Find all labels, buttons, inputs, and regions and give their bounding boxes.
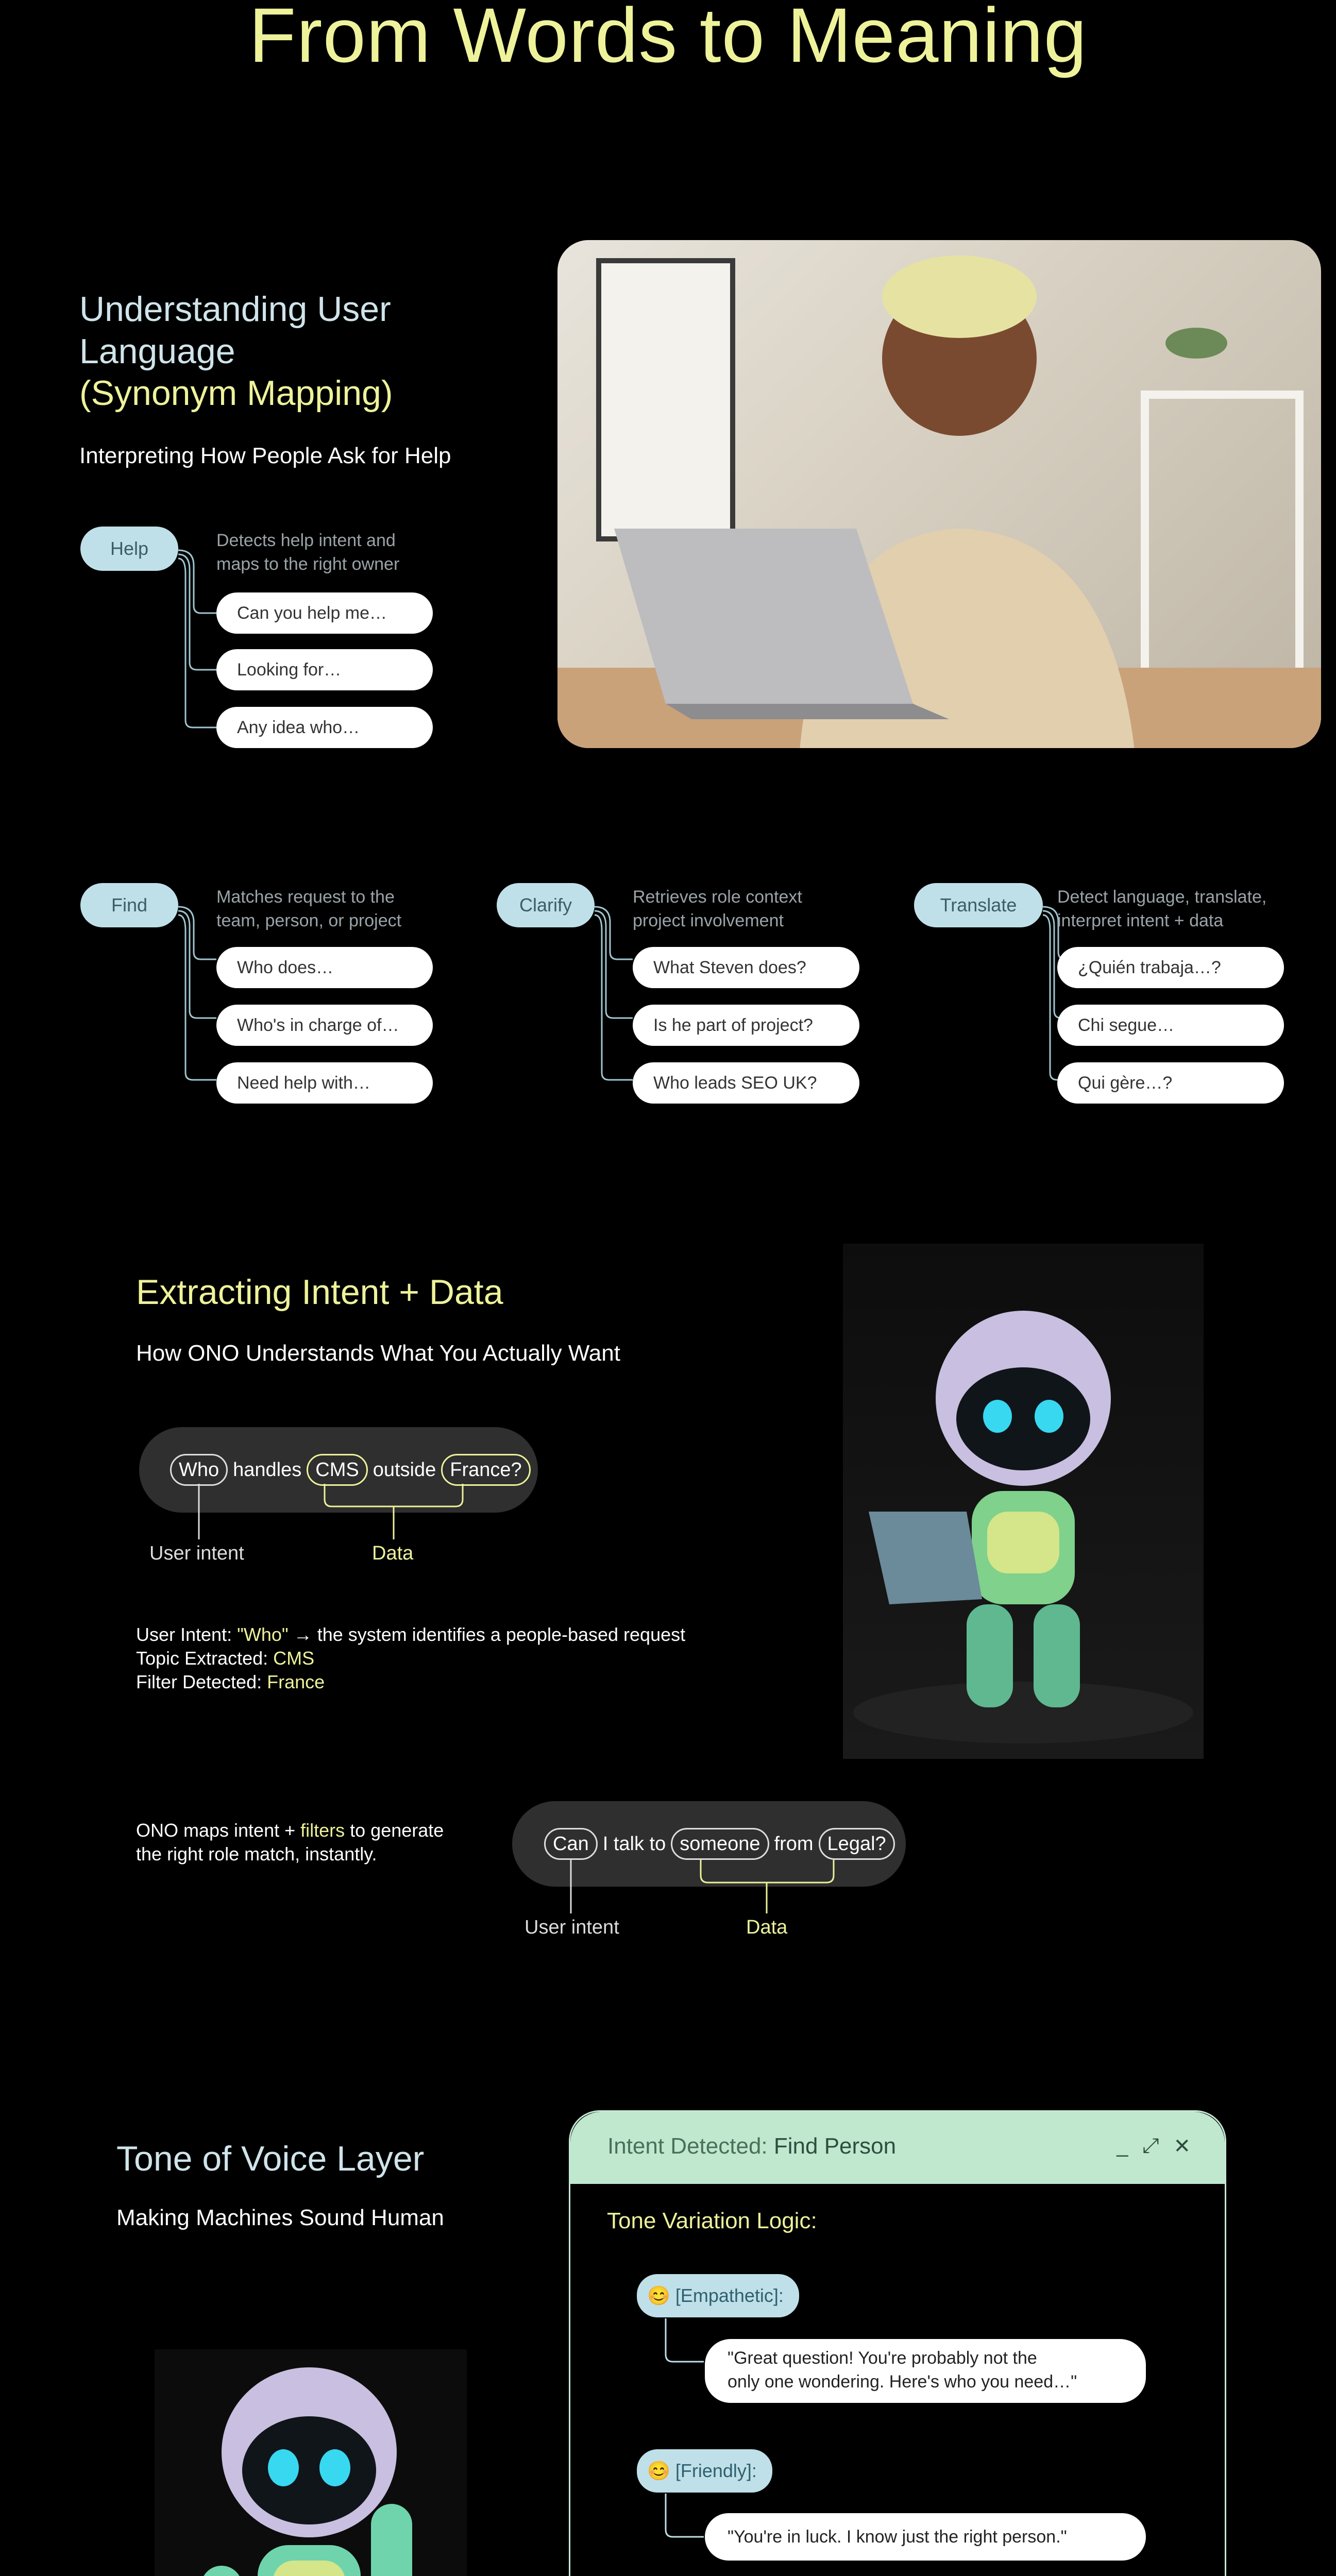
example2-connectors	[0, 1850, 979, 1937]
minimize-icon[interactable]: _	[1117, 2134, 1128, 2157]
clarify-item: Who leads SEO UK?	[633, 1062, 859, 1104]
response-line: only one wondering. Here's who you need…"	[728, 2372, 1077, 2392]
clarify-description	[633, 885, 921, 933]
section3-heading: Tone of Voice Layer	[116, 2139, 425, 2178]
word: outside	[373, 1459, 436, 1481]
heading-line: Language	[79, 331, 235, 371]
clarify-key: Clarify	[497, 883, 595, 927]
word: I talk to	[602, 1833, 666, 1855]
word: from	[774, 1833, 814, 1855]
section2-heading: Extracting Intent + Data	[136, 1273, 503, 1312]
tone-tag-empathetic	[637, 2274, 799, 2317]
clarify-item: What Steven does?	[633, 947, 859, 988]
help-item: Any idea who…	[216, 707, 433, 748]
data-word: CMS	[307, 1454, 367, 1486]
help-item: Can you help me…	[216, 592, 433, 634]
section3-subheading: Making Machines Sound Human	[116, 2205, 444, 2230]
intent-word: Can	[544, 1828, 598, 1860]
data-word: someone	[671, 1828, 769, 1860]
photo-illustration	[557, 240, 1321, 748]
text: ONO maps intent +	[136, 1820, 301, 1841]
section2-subheading: How ONO Understands What You Actually Want	[136, 1341, 620, 1366]
desc-line: Detect language, translate,	[1057, 887, 1267, 907]
translate-item: ¿Quién trabaja…?	[1057, 947, 1284, 988]
tone-label: [Friendly]:	[675, 2460, 757, 2481]
close-icon[interactable]: ✕	[1173, 2135, 1191, 2158]
highlight: France	[267, 1671, 325, 1692]
heading-line: Understanding User	[79, 290, 391, 329]
translate-item: Qui gère…?	[1057, 1062, 1284, 1104]
highlight: CMS	[273, 1648, 315, 1669]
example2-data-label: Data	[746, 1917, 788, 1938]
find-item: Who does…	[216, 947, 433, 988]
example1-data-label: Data	[372, 1543, 414, 1564]
page-title: From Words to Meaning	[248, 0, 1088, 78]
text: User Intent:	[136, 1624, 238, 1645]
window-controls	[1117, 2134, 1191, 2158]
translate-key: Translate	[914, 883, 1043, 927]
maps-line: the right role match, instantly.	[136, 1843, 377, 1865]
highlight: filters	[300, 1820, 345, 1841]
translate-item: Chi segue…	[1057, 1005, 1284, 1046]
text: Filter Detected:	[136, 1671, 267, 1692]
section1-subheading: Interpreting How People Ask for Help	[79, 443, 451, 468]
explain-line	[136, 1647, 685, 1670]
word: handles	[233, 1459, 302, 1481]
tone-response-empathetic	[705, 2339, 1146, 2403]
explain-line	[136, 1623, 685, 1647]
desc-line: maps to the right owner	[216, 554, 400, 574]
tone-label: [Empathetic]:	[675, 2285, 784, 2306]
expand-icon[interactable]: ⤢	[1142, 2134, 1159, 2157]
maps-line	[136, 1819, 444, 1842]
intent-word: Who	[170, 1454, 228, 1486]
panel-header	[570, 2112, 1225, 2184]
find-item: Need help with…	[216, 1062, 433, 1104]
text: Intent Detected:	[607, 2133, 774, 2159]
example2-intent-label: User intent	[525, 1917, 619, 1938]
clarify-item: Is he part of project?	[633, 1005, 859, 1046]
intent-explanation	[136, 1623, 685, 1694]
help-key: Help	[80, 527, 178, 571]
data-word: France?	[441, 1454, 530, 1486]
example1-connectors	[0, 1473, 618, 1566]
highlight: "Who"	[237, 1624, 289, 1645]
desc-line: interpret intent + data	[1057, 911, 1224, 930]
help-description	[216, 529, 505, 576]
tone-response-friendly: "You're in luck. I know just the right person."	[705, 2513, 1146, 2561]
highlight: Find Person	[773, 2133, 897, 2159]
tone-tag-friendly	[637, 2449, 772, 2493]
explain-line	[136, 1670, 685, 1694]
person-laptop-photo	[557, 240, 1321, 748]
response-line: "Great question! You're probably not the	[728, 2348, 1037, 2368]
find-key: Find	[80, 883, 178, 927]
text: to generate	[345, 1820, 444, 1841]
panel-title	[607, 2133, 896, 2159]
robot-illustration	[843, 1244, 1204, 1759]
robot-laptop-image	[843, 1244, 1204, 1759]
example1-intent-label: User intent	[149, 1543, 244, 1564]
find-item: Who's in charge of…	[216, 1005, 433, 1046]
desc-line: Detects help intent and	[216, 531, 396, 550]
find-description	[216, 885, 505, 933]
desc-line: project involvement	[633, 911, 784, 930]
desc-line: team, person, or project	[216, 911, 402, 930]
heading-line: (Synonym Mapping)	[79, 374, 393, 413]
translate-description	[1057, 885, 1335, 933]
text: → the system identifies a people-based request	[288, 1624, 686, 1645]
help-item: Looking for…	[216, 649, 433, 690]
smile-icon: 😊	[647, 2285, 670, 2306]
data-word: Legal?	[819, 1828, 895, 1860]
smile-icon: 😊	[647, 2460, 670, 2481]
logic-title: Tone Variation Logic:	[607, 2208, 817, 2233]
desc-line: Matches request to the	[216, 887, 395, 907]
text: Topic Extracted:	[136, 1648, 274, 1669]
desc-line: Retrieves role context	[633, 887, 802, 907]
